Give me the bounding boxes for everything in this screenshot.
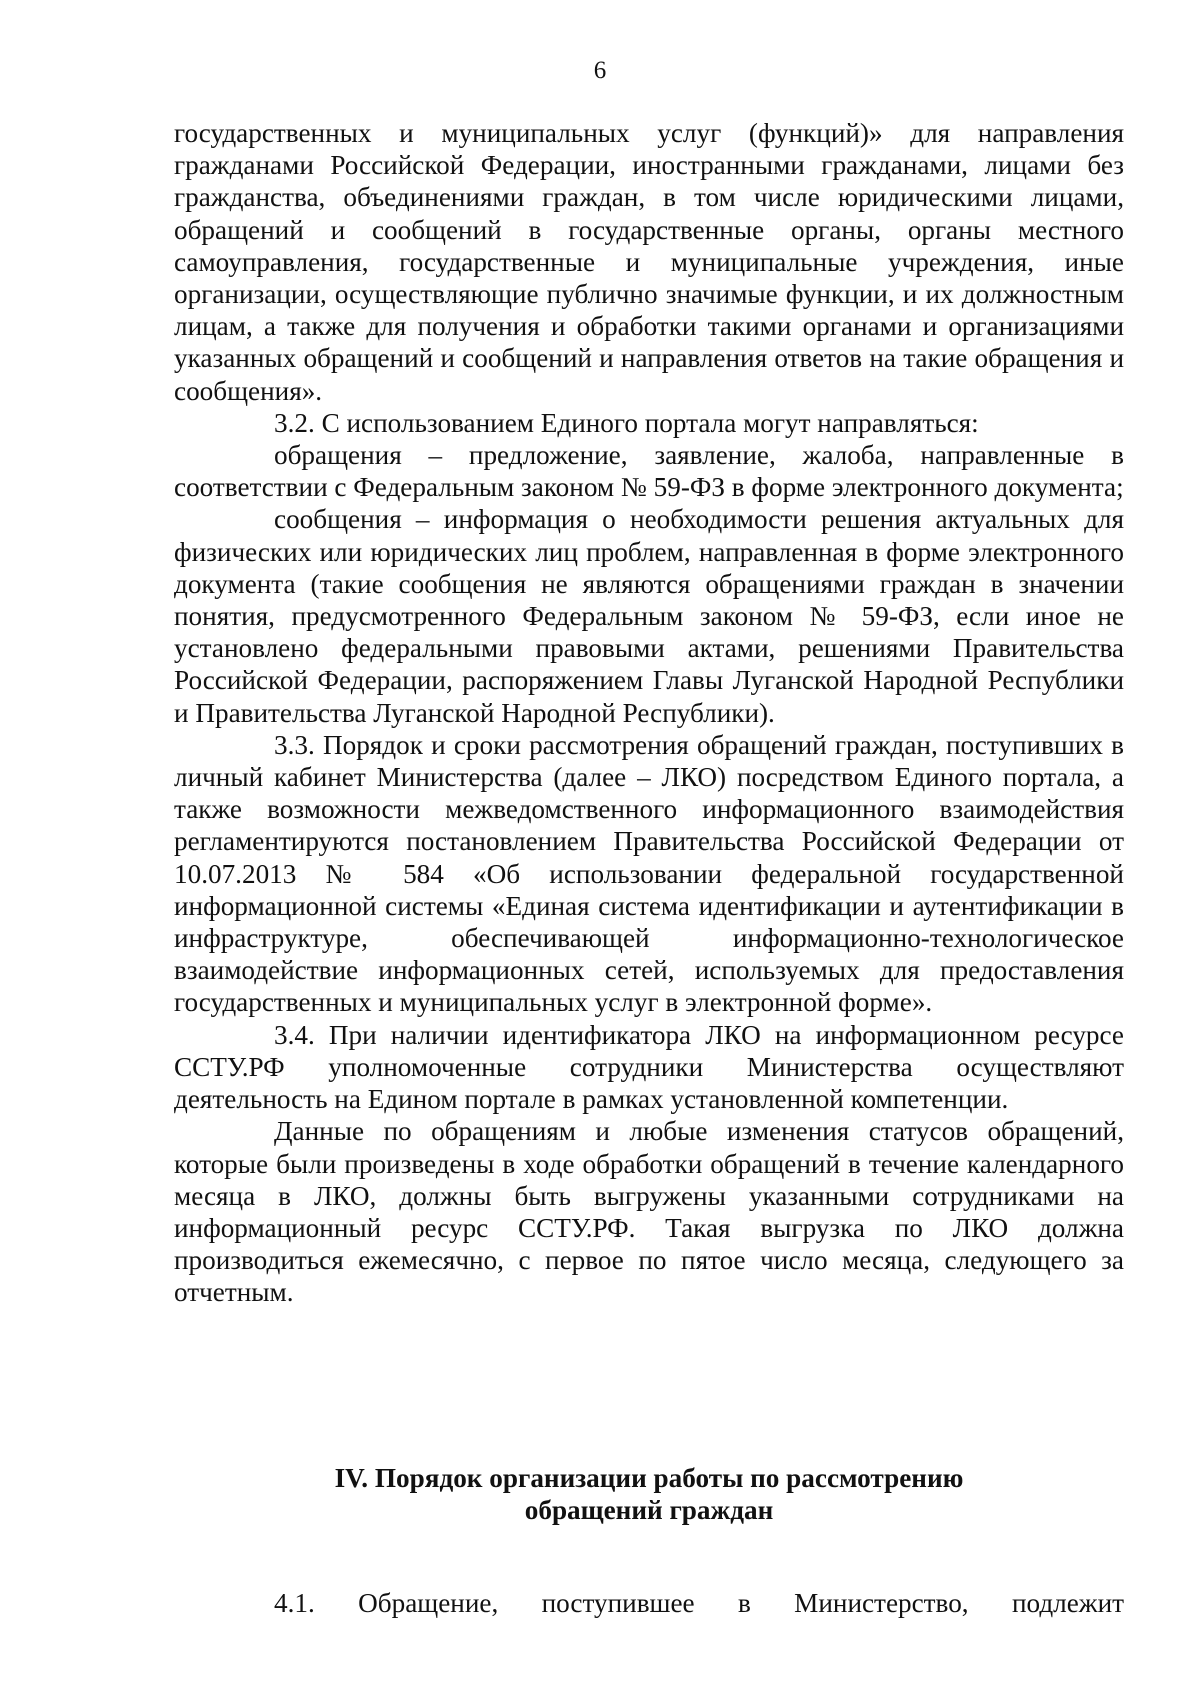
- page-number: 6: [593, 57, 607, 84]
- paragraph: обращения – предложение, заявление, жалоба, направленные в соответствии с Федеральным законом № 59-ФЗ в форме электронного документа;: [174, 440, 1124, 503]
- section-heading: [174, 1462, 1124, 1526]
- paragraph: Данные по обращениям и любые изменения статусов обращений, которые были произведены в ходе обработки обращений в течение календарного месяца в ЛКО, должны быть выгружены указанными сотрудниками на информационный ресурс ССТУ.РФ. Такая выгрузка по ЛКО должна производиться ежемесячно, с первое по пятое число месяца, следующего за отчетным.: [174, 1116, 1124, 1308]
- paragraph: 3.4. При наличии идентификатора ЛКО на информационном ресурсе ССТУ.РФ уполномоченные сотрудники Министерства осуществляют деятельность на Едином портале в рамках установленной компетенции.: [174, 1019, 1124, 1115]
- paragraph: государственных и муниципальных услуг (функций)» для направления гражданами Российской Федерации, иностранными гражданами, лицами без гражданства, объединениями граждан, в том числе юридическими лицами, обращений и сообщений в государственные органы, органы местного самоуправления, государственные и муниципальные учреждения, иные организации, осуществляющие публично значимые функции, и их должностным лицам, а также для получения и обработки такими органами и организациями указанных обращений и сообщений и направления ответов на такие обращения и сообщения».: [174, 118, 1124, 406]
- paragraph: сообщения – информация о необходимости решения актуальных для физических или юридических лиц проблем, направленная в форме электронного документа (такие сообщения не являются обращениями граждан в значении понятия, предусмотренного Федеральным законом № 59-ФЗ, если иное не установлено федеральными правовыми актами, решениями Правительства Российской Федерации, распоряжением Главы Луганской Народной Республики и Правительства Луганской Народной Республики).: [174, 504, 1124, 728]
- paragraph: 3.3. Порядок и сроки рассмотрения обращений граждан, поступивших в личный кабинет Министерства (далее – ЛКО) посредством Единого портала, а также возможности межведомственного информационного взаимодействия регламентируются постановлением Правительства Российской Федерации от 10.07.2013 № 584 «Об использовании федеральной государственной информационной системы «Единая система идентификации и аутентификации в инфраструктуре, обеспечивающей информационно-технологическое взаимодействие информационных сетей, используемых для предоставления государственных и муниципальных услуг в электронной форме».: [174, 729, 1124, 1018]
- section-heading-line: обращений граждан: [524, 1495, 774, 1526]
- body-text: [174, 117, 1124, 1309]
- section-heading-line: IV. Порядок организации работы по рассмотрению: [334, 1463, 964, 1493]
- paragraph: 3.2. С использованием Единого портала могут направляться:: [274, 407, 979, 438]
- paragraph: 4.1. Обращение, поступившее в Министерство, подлежит: [274, 1588, 1124, 1618]
